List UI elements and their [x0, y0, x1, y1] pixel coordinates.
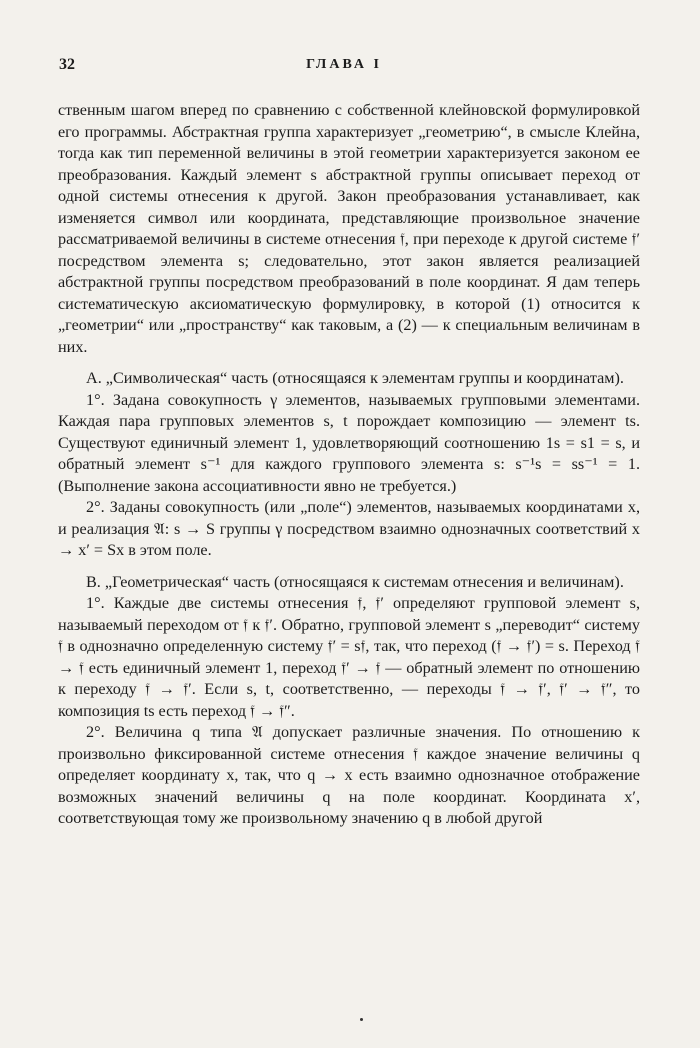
section-b-heading: В. „Геометрическая“ часть (относящаяся к системам отнесения и величинам). [86, 572, 624, 591]
section-a-item-2: 2°. Заданы совокупность (или „поле“) элементов, называемых координатами x, и реализация 𝔄: s → S группы γ посредством взаимно однозначных соответствий x → x′ = Sx в этом поле. [58, 498, 640, 559]
section-b-item-1: 1°. Каждые две системы отнесения 𝔣, 𝔣′ определяют групповой элемент s, называемый переходом от 𝔣 к 𝔣′. Обратно, групповой элемент s „переводит“ систему 𝔣 в однозначно определенную систему 𝔣′ = s𝔣, так, что переход (𝔣 → 𝔣′) = s. Переход 𝔣 → 𝔣 есть единичный элемент 1, переход 𝔣′ → 𝔣 — обратный элемент по отношению к переходу 𝔣 → 𝔣′. Если s, t, соответственно, — переходы 𝔣 → 𝔣′, 𝔣′ → 𝔣″, то композиция ts есть переход 𝔣 → 𝔣″. [58, 594, 640, 720]
section-b-item-2: 2°. Величина q типа 𝔄 допускает различные значения. По отношению к произвольно фиксированной системе отнесения 𝔣 каждое значение величины q определяет координату x, так, что q → x есть взаимно однозначное отображение возможных значений величины q на поле координат. Координата x′, соответствующая тому же произвольному значению q в любой другой [58, 723, 640, 827]
print-dot [360, 1018, 363, 1021]
section-a-heading: А. „Символическая“ часть (относящаяся к элементам группы и координатам). [86, 369, 624, 387]
page-number: 32 [59, 56, 75, 73]
section-a-item-1: 1°. Задана совокупность γ элементов, называемых групповыми элементами. Каждая пара групповых элементов s, t порождает композицию — элемент ts. Существуют единичный элемент 1, удовлетворяющий соотношению 1s = s1 = s, и обратный элемент s⁻¹ для каждого группового элемента s: s⁻¹s = ss⁻¹ = 1. (Выполнение закона ассоциативности явно не требуется.) [58, 390, 640, 495]
running-header [59, 53, 640, 77]
body-text [58, 100, 640, 830]
chapter-title: ГЛАВА I [306, 57, 382, 72]
paragraph-continuation: ственным шагом вперед по сравнению с собственной клейновской формулировкой его программы. Абстрактная группа характеризует „геометрию“, в смысле Клейна, тогда как тип переменной величины в этой геометрии характеризуется законом ее преобразования. Каждый элемент s абстрактной группы описывает переход от одной системы отнесения к другой. Закон преобразования устанавливает, как изменяется символ или координата, представляющие произвольное значение рассматриваемой величины в системе отнесения 𝔣, при переходе к другой системе 𝔣′ посредством элемента s; следовательно, этот закон является реализацией абстрактной группы посредством преобразований в поле координат. Я дам теперь систематическую аксиоматическую формулировку, в которой (1) относится к „геометрии“ или „пространству“ как таковым, а (2) — к специальным величинам в них. [58, 101, 640, 356]
